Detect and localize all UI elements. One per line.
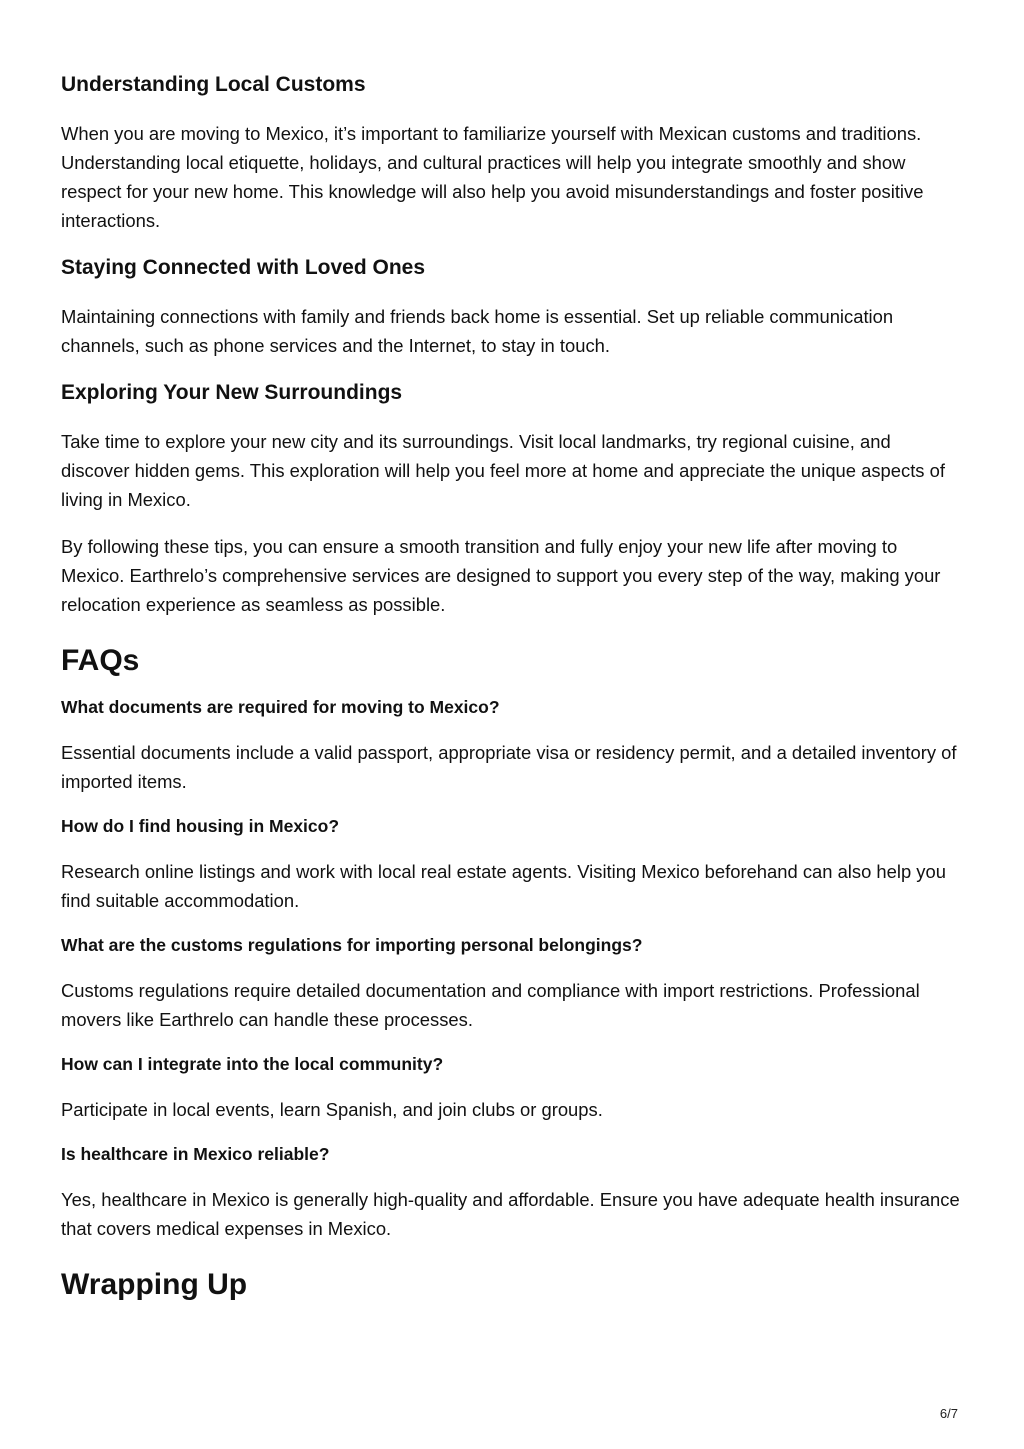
section-heading-staying-connected: Staying Connected with Loved Ones <box>61 256 426 279</box>
faq-question: Is healthcare in Mexico reliable? <box>61 1144 330 1164</box>
faq-question: How do I find housing in Mexico? <box>61 816 340 836</box>
section-heading-local-customs: Understanding Local Customs <box>61 73 366 96</box>
section-paragraph-local-customs: When you are moving to Mexico, it’s important to familiarize yourself with Mexican customs and traditions. Understanding local etiquette, holidays, and cultural practices will help you integrate smoothly and show respect for your new home. This knowledge will also help you avoid misunderstandings and foster positive interactions. <box>61 123 924 231</box>
faq-question: What are the customs regulations for importing personal belongings? <box>61 935 643 955</box>
document-page <box>61 70 961 1319</box>
faqs-heading: FAQs <box>61 644 140 677</box>
section-paragraph-staying-connected: Maintaining connections with family and friends back home is essential. Set up reliable communication channels, such as phone services and the Internet, to stay in touch. <box>61 306 894 356</box>
faq-answer: Customs regulations require detailed documentation and compliance with import restrictions. Professional movers like Earthrelo can handle these processes. <box>61 980 920 1030</box>
wrap-up-heading: Wrapping Up <box>61 1268 248 1301</box>
faq-answer: Essential documents include a valid passport, appropriate visa or residency permit, and a detailed inventory of imported items. <box>61 742 957 792</box>
section-paragraph-exploring: Take time to explore your new city and its surroundings. Visit local landmarks, try regional cuisine, and discover hidden gems. This exploration will help you feel more at home and appreciate the unique aspects of living in Mexico. <box>61 431 945 510</box>
section-paragraph-summary: By following these tips, you can ensure a smooth transition and fully enjoy your new life after moving to Mexico. Earthrelo’s comprehensive services are designed to support you every step of the way, making your relocation experience as seamless as possible. <box>61 536 941 615</box>
section-heading-exploring: Exploring Your New Surroundings <box>61 381 403 404</box>
faq-answer: Yes, healthcare in Mexico is generally high-quality and affordable. Ensure you have adequate health insurance that covers medical expenses in Mexico. <box>61 1189 960 1239</box>
faq-question: What documents are required for moving to Mexico? <box>61 697 500 717</box>
faq-answer: Participate in local events, learn Spanish, and join clubs or groups. <box>61 1099 603 1120</box>
faq-answer: Research online listings and work with local real estate agents. Visiting Mexico beforehand can also help you find suitable accommodation. <box>61 861 946 911</box>
page-number: 6/7 <box>939 1406 958 1421</box>
faq-question: How can I integrate into the local community? <box>61 1054 444 1074</box>
